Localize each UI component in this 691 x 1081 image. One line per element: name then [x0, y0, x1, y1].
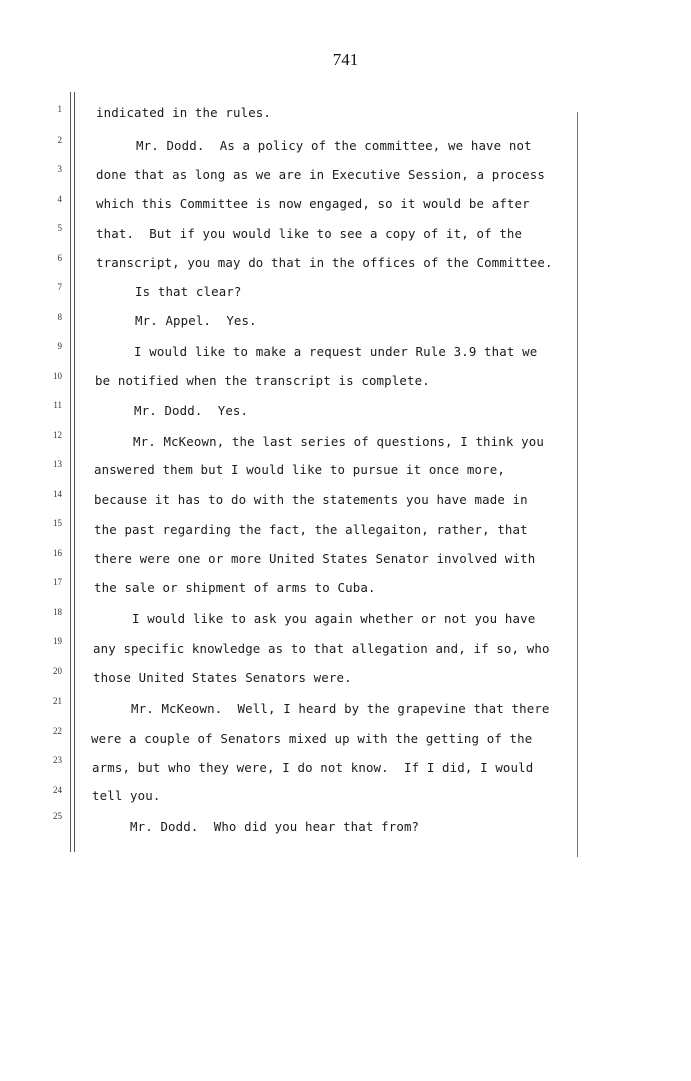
left-margin-rule [70, 92, 71, 852]
line-number: 23 [53, 755, 62, 765]
transcript-line: I would like to make a request under Rule 3.9 that we [134, 344, 538, 359]
line-number: 24 [53, 785, 62, 795]
transcript-line: Mr. Appel. Yes. [135, 313, 257, 328]
line-number: 14 [53, 489, 62, 499]
line-number: 2 [57, 135, 62, 145]
transcript-line: that. But if you would like to see a copy of it, of the [96, 226, 523, 241]
line-number: 7 [57, 282, 62, 292]
transcript-line: any specific knowledge as to that allegation and, if so, who [93, 641, 550, 656]
line-number: 13 [53, 459, 62, 469]
line-number: 3 [57, 164, 62, 174]
line-number: 5 [57, 223, 62, 233]
line-number: 6 [57, 253, 62, 263]
line-number: 21 [53, 696, 62, 706]
transcript-line: the past regarding the fact, the allegaiton, rather, that [94, 522, 528, 537]
transcript-line: answered them but I would like to pursue it once more, [94, 462, 505, 477]
line-number: 17 [53, 577, 62, 587]
transcript-line: which this Committee is now engaged, so it would be after [96, 196, 530, 211]
line-number: 9 [57, 341, 62, 351]
line-number: 16 [53, 548, 62, 558]
transcript-line: those United States Senators were. [93, 670, 352, 685]
line-number: 4 [57, 194, 62, 204]
transcript-line: Is that clear? [135, 284, 242, 299]
line-number: 20 [53, 666, 62, 676]
transcript-line: be notified when the transcript is complete. [95, 373, 430, 388]
transcript-line: indicated in the rules. [96, 105, 272, 120]
transcript-line: arms, but who they were, I do not know. If I did, I would [92, 760, 534, 775]
left-margin-rule-inner [74, 92, 75, 852]
line-number: 11 [53, 400, 62, 410]
line-number: 10 [53, 371, 62, 381]
line-number: 25 [53, 811, 62, 821]
page-number: 741 [332, 50, 359, 69]
line-number: 15 [53, 518, 62, 528]
transcript-line: I would like to ask you again whether or not you have [132, 611, 536, 626]
line-number: 1 [57, 104, 62, 114]
transcript-line: Mr. Dodd. As a policy of the committee, we have not [136, 138, 532, 153]
transcript-line: transcript, you may do that in the offices of the Committee. [96, 255, 553, 270]
line-number: 19 [53, 636, 62, 646]
transcript-line: the sale or shipment of arms to Cuba. [94, 580, 376, 595]
transcript-line: Mr. McKeown, the last series of questions, I think you [133, 434, 544, 449]
line-number: 8 [57, 312, 62, 322]
transcript-line: there were one or more United States Senator involved with [94, 551, 536, 566]
transcript-line: Mr. Dodd. Yes. [134, 403, 249, 418]
transcript-line: Mr. McKeown. Well, I heard by the grapevine that there [131, 701, 550, 716]
line-number: 22 [53, 726, 62, 736]
transcript-line: were a couple of Senators mixed up with the getting of the [91, 731, 533, 746]
transcript-line: because it has to do with the statements you have made in [94, 492, 528, 507]
right-margin-rule [577, 112, 578, 857]
transcript-line: tell you. [92, 788, 161, 803]
line-number: 18 [53, 607, 62, 617]
line-number: 12 [53, 430, 62, 440]
transcript-line: done that as long as we are in Executive Session, a process [96, 167, 545, 182]
transcript-line: Mr. Dodd. Who did you hear that from? [130, 819, 420, 834]
